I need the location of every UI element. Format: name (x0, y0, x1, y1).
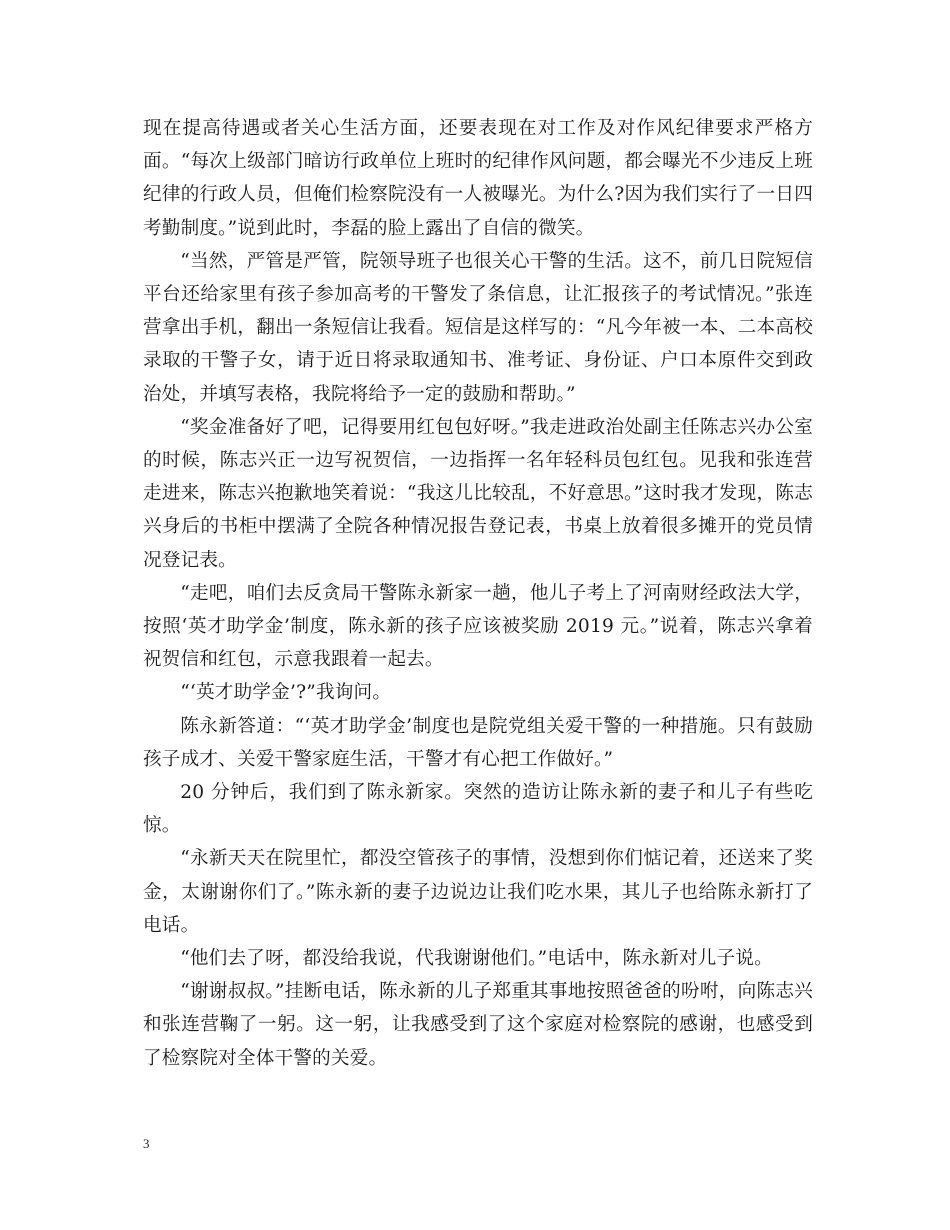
paragraph-8: “永新天天在院里忙，都没空管孩子的事情，没想到你们惦记着，还送来了奖金，太谢谢你们了。”陈永新的妻子边说边让我们吃水果，其儿子也给陈永新打了电话。 (143, 848, 813, 936)
paragraph-7: 20 分钟后，我们到了陈永新家。突然的造访让陈永新的妻子和儿子有些吃惊。 (143, 782, 813, 837)
paragraph-4: “走吧，咱们去反贪局干警陈永新家一趟，他儿子考上了河南财经政法大学，按照‘英才助学金’制度，陈永新的孩子应该被奖励 2019 元。”说着，陈志兴拿着祝贺信和红包，示意我跟着一起去。 (143, 582, 813, 671)
paragraph-3: “奖金准备好了吧，记得要用红包包好呀。”我走进政治处副主任陈志兴办公室的时候，陈志兴正一边写祝贺信，一边指挥一名年轻科员包红包。见我和张连营走进来，陈志兴抱歉地笑着说：“我这儿比较乱，不好意思。”这时我才发现，陈志兴身后的书柜中摆满了全院各种情况报告登记表，书桌上放着很多摊开的党员情况登记表。 (143, 416, 813, 571)
page-number: 3 (143, 1136, 150, 1151)
paragraph-1: 现在提高待遇或者关心生活方面，还要表现在对工作及对作风纪律要求严格方面。“每次上级部门暗访行政单位上班时的纪律作风问题，都会曝光不少违反上班纪律的行政人员，但俺们检察院没有一人被曝光。为什么?因为我们实行了一日四考勤制度。”说到此时，李磊的脸上露出了自信的微笑。 (143, 118, 813, 239)
paragraph-10: “谢谢叔叔。”挂断电话，陈永新的儿子郑重其事地按照爸爸的吩咐，向陈志兴和张连营鞠了一躬。这一躬，让我感受到了这个家庭对检察院的感谢，也感受到了检察院对全体干警的关爱。 (143, 981, 813, 1069)
paragraph-9: “他们去了呀，都没给我说，代我谢谢他们。”电话中，陈永新对儿子说。 (180, 948, 773, 970)
paragraph-6: 陈永新答道：“‘英才助学金’制度也是院党组关爱干警的一种措施。只有鼓励孩子成才、关爱干警家庭生活，干警才有心把工作做好。” (143, 715, 813, 770)
paragraph-5: “‘英才助学金’?”我询问。 (180, 682, 392, 704)
article-body (143, 112, 813, 1075)
paragraph-2: “当然，严管是严管，院领导班子也很关心干警的生活。这不，前几日院短信平台还给家里有孩子参加高考的干警发了条信息，让汇报孩子的考试情况。”张连营拿出手机，翻出一条短信让我看。短信是这样写的：“凡今年被一本、二本高校录取的干警子女，请于近日将录取通知书、准考证、身份证、户口本原件交到政治处，并填写表格，我院将给予一定的鼓励和帮助。” (143, 250, 813, 405)
